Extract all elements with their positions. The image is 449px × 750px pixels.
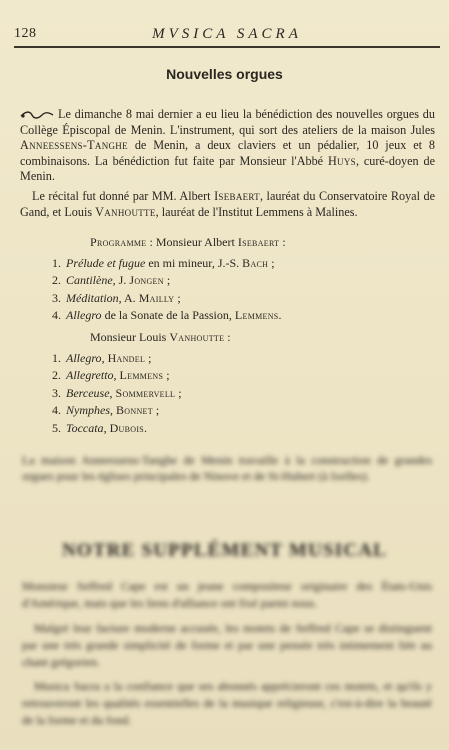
flourish-ornament-icon <box>20 110 54 120</box>
list-item <box>52 350 182 367</box>
work-title: Toccata <box>66 420 104 435</box>
item-number: 1. <box>52 256 61 270</box>
item-number: 5. <box>52 420 61 435</box>
composer-name: Bonnet <box>116 403 153 418</box>
builder-name: Anneessens-Tanghe <box>20 138 128 153</box>
programme-list-1 <box>52 255 282 325</box>
composer-name: Handel <box>107 351 146 365</box>
item-number: 2. <box>52 273 61 288</box>
item-text: . <box>278 308 282 323</box>
item-text: , <box>103 420 110 435</box>
programme-heading-1 <box>90 235 286 250</box>
priest-name: Huys <box>327 153 356 168</box>
item-number: 3. <box>52 385 61 400</box>
composer-name: Mailly <box>138 290 175 305</box>
item-text: , A. <box>118 290 139 305</box>
work-title: Allegretto <box>66 368 114 383</box>
item-number: 3. <box>52 290 61 305</box>
paragraph-recital <box>20 189 435 220</box>
list-item <box>52 307 282 324</box>
programme-heading-2 <box>90 330 231 345</box>
composer-name: Sommervell <box>115 385 176 400</box>
item-text: ; <box>163 273 171 288</box>
item-text: ; <box>152 403 160 418</box>
item-text: en mi mineur, J.-S. <box>145 256 243 270</box>
item-text: , <box>110 403 116 418</box>
paragraph-text: , lauréat de l'Institut Lemmens à Malines. <box>155 204 358 219</box>
composer-name: Lemmens <box>234 308 279 323</box>
list-item <box>52 272 282 289</box>
item-text: ; <box>174 290 181 305</box>
list-item <box>52 402 182 419</box>
programme-list-2 <box>52 350 182 437</box>
performer-name: Vanhoutte <box>169 330 225 344</box>
performer-name: Isebaert <box>237 235 280 249</box>
running-title: MVSICA SACRA <box>152 25 302 42</box>
composer-name: Dubois <box>109 420 145 435</box>
supplement-paragraph: Musica Sacra a la confiance que ses abonnés apprécieront ces motets, et qu'ils y retrouveront les qualités essentielles de la musique religieuse, c'est-à-dire la beauté de la forme et du fond. <box>22 679 432 727</box>
running-header <box>14 22 440 48</box>
work-title: Prélude et fugue <box>66 256 146 270</box>
paragraph-text: Le dimanche 8 mai dernier a eu lieu la bénédiction des nouvelles orgues du Collège Épiscopal de Menin. L'instrument, qui sort des ateliers de la maison Jules <box>20 107 435 137</box>
list-item <box>52 420 182 437</box>
item-text: ; <box>175 385 182 400</box>
item-text: , <box>101 351 108 365</box>
list-item <box>52 290 282 307</box>
paragraph-text: , curé-doyen de Menin. <box>20 153 435 184</box>
item-text: . <box>144 420 148 435</box>
programme-text: : <box>224 330 231 344</box>
paragraph-text: de Menin, a deux claviers et un pédalier, 10 jeux et 8 combinaisons. La bénédiction fut faite par Monsieur l'Abbé <box>20 138 435 168</box>
list-item <box>52 367 182 384</box>
item-text: ; <box>163 368 170 383</box>
paragraph-text: , lauréat du Conservatoire Royal de Gand, et Louis <box>20 189 435 219</box>
composer-name: Lemmens <box>119 368 164 383</box>
performer-name: Vanhoutte <box>95 204 156 219</box>
item-text: de la Sonate de la Passion, <box>101 308 235 323</box>
performer-name: Isebaert <box>214 189 260 203</box>
section-heading: NOTRE SUPPLÉMENT MUSICAL <box>61 540 388 561</box>
programme-text: : Monsieur Albert <box>146 235 238 249</box>
supplement-paragraph: Monsieur Seffred Cape est un jeune compositeur originaire des États-Unis d'Amérique, mais que les liens d'alliance ont fixé parmi nous. <box>22 579 432 610</box>
composer-name: Jongen <box>129 273 164 288</box>
item-number: 2. <box>52 368 61 383</box>
item-text: , <box>109 385 116 400</box>
item-text: , <box>113 368 120 383</box>
list-item <box>52 385 182 402</box>
list-item <box>52 255 282 272</box>
item-text: ; <box>145 351 152 365</box>
programme-text: : <box>279 235 286 249</box>
builder-note: La maison Anneessens-Tanghe de Menin travaille à la construction de grandes orgues pour les églises principales de Ninove et de St-Hubert (à Ixelles). <box>22 453 432 483</box>
item-text: ; <box>268 256 275 270</box>
article-title: Nouvelles orgues <box>166 66 283 82</box>
work-title: Méditation <box>66 290 119 305</box>
item-text: , J. <box>112 273 130 288</box>
item-number: 4. <box>52 403 61 418</box>
programme-label: Programme <box>90 235 147 249</box>
supplement-paragraph: Malgré leur facture moderne accusée, les motets de Seffred Cape se distinguent par une très grande simplicité de forme et par une pensée très intimement liée au chant grégorien. <box>22 621 432 669</box>
paragraph-blessing <box>20 107 435 185</box>
paragraph-text: Le récital fut donné par MM. Albert <box>32 189 215 203</box>
work-title: Cantilène <box>66 273 113 288</box>
blurred-continuation <box>0 440 449 750</box>
work-title: Allegro <box>66 351 102 365</box>
composer-name: Bach <box>242 256 269 270</box>
programme-text: Monsieur Louis <box>90 330 170 344</box>
work-title: Berceuse <box>66 385 110 400</box>
item-number: 4. <box>52 308 61 323</box>
work-title: Nymphes <box>66 403 110 418</box>
work-title: Allegro <box>66 308 102 323</box>
item-number: 1. <box>52 351 61 365</box>
page-number: 128 <box>14 26 37 41</box>
